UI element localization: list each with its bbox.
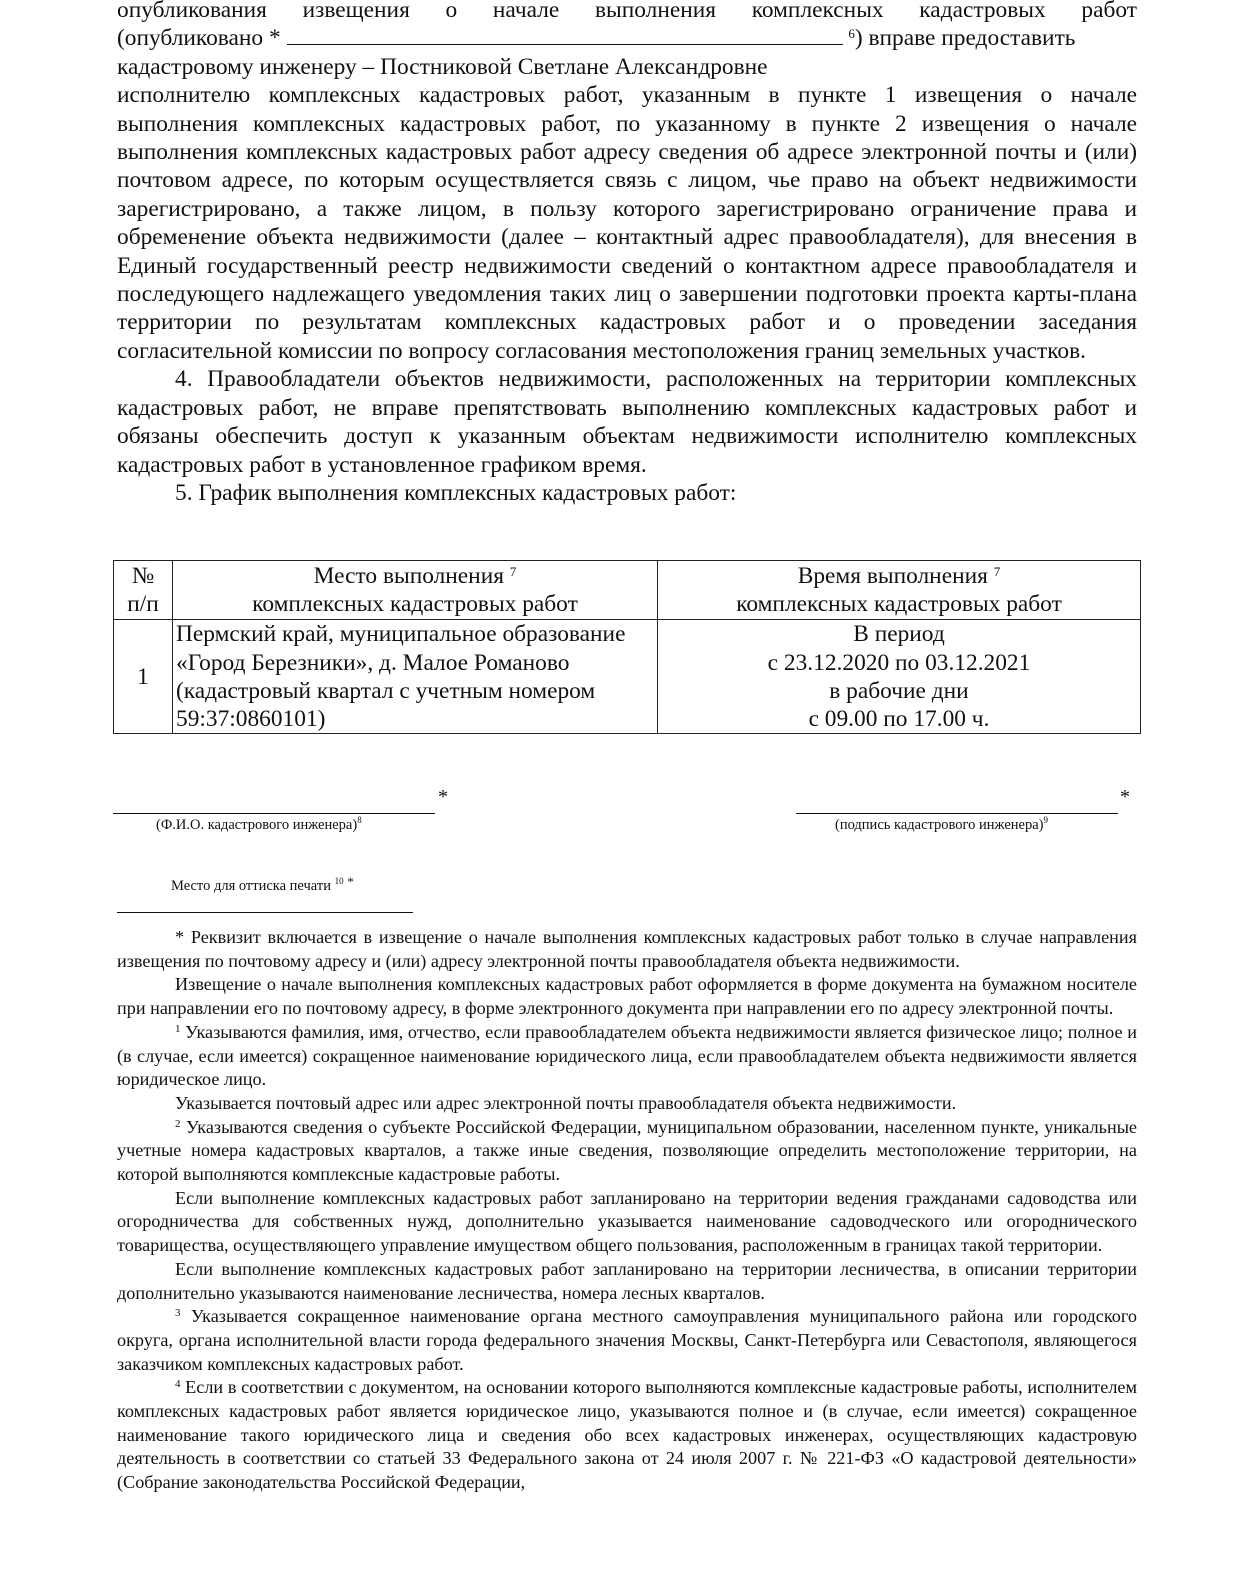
text-line-1: опубликования извещения о начале выполнения комплексных кадастровых работ bbox=[117, 0, 1137, 23]
engineer-name-line: кадастровому инженеру – Постниковой Светлане Александровне bbox=[117, 53, 768, 80]
table-header-row bbox=[114, 561, 1141, 620]
row-time-line2: с 23.12.2020 по 03.12.2021 bbox=[767, 649, 1031, 676]
paragraph-5: 5. График выполнения комплексных кадастровых работ: bbox=[175, 479, 737, 506]
text-line-2-end: ) вправе предоставить bbox=[854, 25, 1076, 52]
signature-asterisk: * bbox=[1120, 786, 1130, 808]
header-place-line1: Место выполнения bbox=[313, 563, 504, 589]
footnote-ref-7: 7 bbox=[993, 564, 1001, 579]
header-time-line1: Время выполнения bbox=[797, 563, 988, 589]
header-time bbox=[658, 561, 1141, 620]
signature-label bbox=[835, 817, 1048, 834]
footnote-2c: Если выполнение комплексных кадастровых работ запланировано на территории лесничества, в описании территории дополнительно указываются наименование лесничества, номера лесных кварталов. bbox=[117, 1258, 1137, 1303]
fio-label bbox=[156, 817, 362, 834]
row-time-line1: В период bbox=[853, 621, 945, 648]
footnote-ref-7: 7 bbox=[509, 564, 517, 579]
footnote-star: * Реквизит включается в извещение о начале выполнения комплексных кадастровых работ только в случае направления извещения по почтовому адресу и (или) адресу электронной почты правообладателя объекта недвижимости. bbox=[117, 927, 1137, 971]
document-body bbox=[117, 0, 1137, 507]
footnote-2b: Если выполнение комплексных кадастровых работ запланировано на территории ведения гражданами садоводства или огородничества для собственных нужд, дополнительно указывается наименование садоводческого или огороднического товарищества, осуществляющего управление имуществом общего пользования, расположенным в границах такой территории. bbox=[117, 1187, 1137, 1256]
footnote-3 bbox=[117, 1305, 1137, 1376]
footnote-2-number: 2 bbox=[175, 1117, 181, 1130]
footnote-separator bbox=[117, 912, 413, 913]
fio-label-text: (Ф.И.О. кадастрового инженера) bbox=[156, 817, 358, 833]
footnote-ref-6: 6 bbox=[848, 26, 855, 42]
footnote-ref-9: 9 bbox=[1043, 815, 1048, 825]
row-time-line4: с 09.00 по 17.00 ч. bbox=[808, 706, 990, 733]
paragraph-4: 4. Правообладатели объектов недвижимости, расположенных на территории комплексных кадастровых работ, не вправе препятствовать выполнению комплексных кадастровых работ и обязаны обеспечить доступ к указанным объектам недвижимости исполнителю комплексных кадастровых работ в установленное графиком время. bbox=[117, 366, 1137, 478]
header-place bbox=[173, 561, 658, 620]
footnote-form: Извещение о начале выполнения комплексных кадастровых работ оформляется в форме документа на бумажном носителе при направлении его по почтовому адресу, в форме электронного документа при направлении его по адресу электронной почты. bbox=[117, 974, 1137, 1019]
footnote-3-number: 3 bbox=[175, 1307, 181, 1320]
signature-label-text: (подпись кадастрового инженера) bbox=[835, 817, 1044, 833]
row-place: Пермский край, муниципальное образование «Город Березники», д. Малое Романово (кадастровый квартал с учетным номером 59:37:0860101) bbox=[173, 620, 658, 734]
row-number: 1 bbox=[114, 620, 173, 734]
fio-asterisk: * bbox=[438, 786, 448, 808]
footnote-1b: Указывается почтовый адрес или адрес электронной почты правообладателя объекта недвижимости. bbox=[175, 1092, 957, 1113]
footnote-4-text: Если в соответствии с документом, на основании которого выполняются комплексные кадастровые работы, исполнителем комплексных кадастровых работ является юридическое лицо, указываются полное и (в случае, если имеется) сокращенное наименование такого юридического лица и сведения обо всех кадастровых инженерах, осуществляющих кадастровую деятельность в соответствии со статьей 33 Федерального закона от 24 июля 2007 г. № 221-ФЗ «О кадастровой деятельности» (Собрание законодательства Российской Федерации, bbox=[117, 1377, 1137, 1493]
table-row bbox=[114, 620, 1141, 734]
footnote-4-number: 4 bbox=[175, 1378, 181, 1391]
row-time bbox=[658, 620, 1141, 734]
schedule-table bbox=[113, 560, 1141, 734]
footnotes bbox=[117, 926, 1137, 1495]
footnote-3-text: Указывается сокращенное наименование органа местного самоуправления муниципального района или городского округа, органа исполнительной власти города федерального значения Москвы, Санкт-Петербурга или Севастополя, являющегося заказчиком комплексных кадастровых работ. bbox=[117, 1306, 1137, 1374]
footnote-ref-8: 8 bbox=[357, 815, 362, 825]
footnote-1 bbox=[117, 1021, 1137, 1092]
row-time-line3: в рабочие дни bbox=[829, 677, 969, 704]
text-line-2 bbox=[117, 24, 1137, 52]
signature-line bbox=[796, 813, 1118, 814]
header-number bbox=[114, 561, 173, 620]
footnote-4 bbox=[117, 1376, 1137, 1495]
fio-signature-line bbox=[113, 813, 435, 814]
paragraph-contact-address: исполнителю комплексных кадастровых работ, указанным в пункте 1 извещения о начале выполнения комплексных кадастровых работ, по указанному в пункте 2 извещения о начале выполнения комплексных кадастровых работ адресу сведения об адресе электронной почты и (или) почтовом адресе, по которым осуществляется связь с лицом, чье право на объект недвижимости зарегистрировано, а также лицом, в пользу которого зарегистрировано ограничение права и обременение объекта недвижимости (далее – контактный адрес правообладателя), для внесения в Единый государственный реестр недвижимости сведений о контактном адресе правообладателя и последующего надлежащего уведомления таких лиц о завершении подготовки проекта карты-плана территории по результатам комплексных кадастровых работ и о проведении заседания согласительной комиссии по вопросу согласования местоположения границ земельных участков. bbox=[117, 82, 1137, 364]
stamp-asterisk: * bbox=[347, 874, 354, 889]
header-number-line2: п/п bbox=[127, 591, 159, 618]
header-number-line1: № bbox=[131, 563, 155, 589]
footnote-2 bbox=[117, 1116, 1137, 1187]
header-time-line2: комплексных кадастровых работ bbox=[736, 591, 1062, 618]
published-label: (опубликовано * bbox=[117, 25, 287, 52]
footnote-1-number: 1 bbox=[175, 1022, 181, 1035]
stamp-place-label bbox=[171, 874, 354, 895]
footnote-2-text: Указываются сведения о субъекте Российской Федерации, муниципальном образовании, населенном пункте, уникальные учетные номера кадастровых кварталов, а также иные сведения, позволяющие определить местоположение территории, на которой выполняются комплексные кадастровые работы. bbox=[117, 1116, 1137, 1185]
stamp-place-text: Место для оттиска печати bbox=[171, 878, 331, 894]
header-place-line2: комплексных кадастровых работ bbox=[252, 591, 578, 618]
published-blank bbox=[287, 24, 843, 45]
footnote-ref-10: 10 bbox=[334, 876, 344, 886]
footnote-1-text: Указываются фамилия, имя, отчество, если правообладателем объекта недвижимости является физическое лицо; полное и (в случае, если имеется) сокращенное наименование юридического лица, если правообладателем объекта недвижимости является юридическое лицо. bbox=[117, 1021, 1137, 1090]
